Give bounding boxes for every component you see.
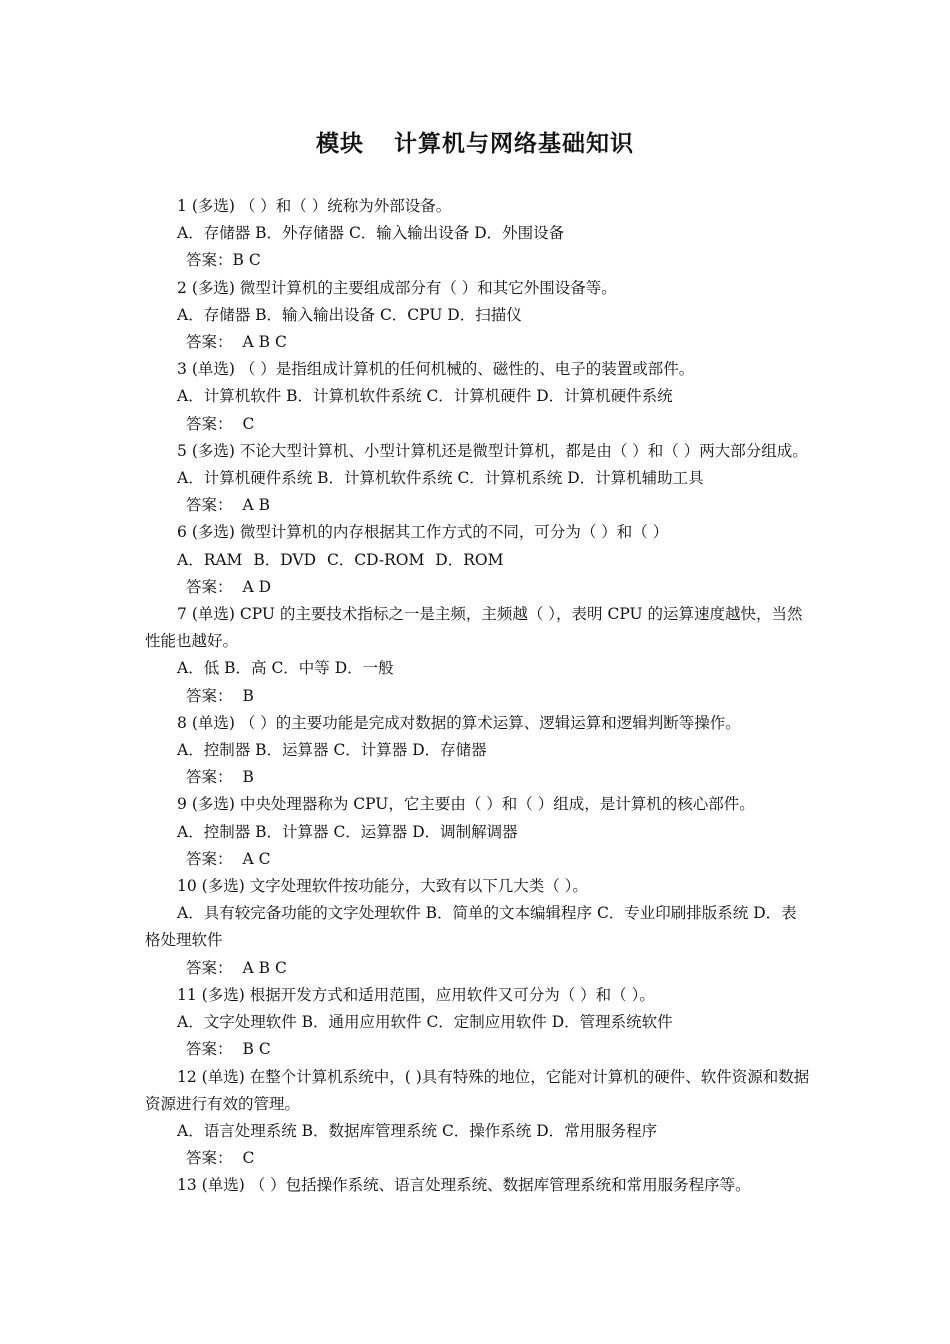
question-answer: 答案：B C — [186, 251, 261, 270]
question-answer: 答案： A D — [186, 577, 272, 596]
question-options: A．控制器 B．运算器 C．计算器 D．存储器 — [177, 741, 487, 760]
question-answer: 答案： A B C — [186, 333, 287, 352]
question-stem: 8 (单选) （ ）的主要功能是完成对数据的算术运算、逻辑运算和逻辑判断等操作。 — [177, 713, 741, 732]
question-stem: 7 (单选) CPU 的主要技术指标之一是主频，主频越（ ），表明 CPU 的运算速度越快，当然性能也越好。 — [145, 605, 803, 651]
question-options: A．控制器 B．计算器 C．运算器 D．调制解调器 — [177, 822, 518, 841]
question-options: A．具有较完备功能的文字处理软件 B．简单的文本编辑程序 C．专业印刷排版系统 D．表格处理软件 — [145, 904, 797, 950]
question-answer: 答案： B — [186, 686, 254, 705]
question-stem: 9 (多选) 中央处理器称为 CPU，它主要由（ ）和（ ）组成，是计算机的核心部件。 — [177, 795, 755, 814]
question-answer: 答案： B — [186, 768, 254, 787]
question-options: A．计算机硬件系统 B．计算机软件系统 C．计算机系统 D．计算机辅助工具 — [177, 469, 704, 488]
question-stem: 5 (多选) 不论大型计算机、小型计算机还是微型计算机，都是由（ ）和（ ）两大部分组成。 — [177, 441, 808, 460]
question-stem: 6 (多选) 微型计算机的内存根据其工作方式的不同，可分为（ ）和（ ） — [177, 523, 669, 542]
question-answer: 答案： A B C — [186, 958, 287, 977]
question-options: A．存储器 B．外存储器 C．输入输出设备 D．外围设备 — [177, 224, 565, 243]
question-answer: 答案： C — [186, 1149, 255, 1168]
question-options: A．RAM B．DVD C．CD-ROM D．ROM — [177, 550, 504, 569]
question-stem: 1 (多选) （ ）和（ ）统称为外部设备。 — [177, 197, 452, 215]
question-options: A．文字处理软件 B．通用应用软件 C．定制应用软件 D．管理系统软件 — [177, 1013, 673, 1032]
question-answer: 答案： C — [186, 414, 255, 433]
title-subject: 计算机与网络基础知识 — [394, 131, 634, 157]
question-stem: 11 (多选) 根据开发方式和适用范围，应用软件又可分为（ ）和（ ）。 — [177, 985, 655, 1004]
question-options: A．语言处理系统 B．数据库管理系统 C．操作系统 D．常用服务程序 — [177, 1121, 658, 1140]
question-stem: 12 (单选) 在整个计算机系统中，( )具有特殊的地位，它能对计算机的硬件、软件资源和数据资源进行有效的管理。 — [145, 1067, 810, 1113]
question-answer: 答案： B C — [186, 1040, 271, 1059]
question-stem: 3 (单选) （ ）是指组成计算机的任何机械的、磁性的、电子的装置或部件。 — [177, 360, 695, 379]
question-stem: 13 (单选) （ ）包括操作系统、语言处理系统、数据库管理系统和常用服务程序等。 — [177, 1176, 751, 1195]
page-title — [0, 128, 950, 160]
title-module: 模块 — [316, 131, 364, 157]
question-options: A．低 B．高 C．中等 D．一般 — [177, 659, 394, 678]
question-list — [145, 193, 810, 1200]
question-stem: 2 (多选) 微型计算机的主要组成部分有（ ）和其它外围设备等。 — [177, 278, 617, 297]
question-answer: 答案： A C — [186, 849, 271, 868]
question-answer: 答案： A B — [186, 496, 271, 515]
question-options: A．存储器 B．输入输出设备 C．CPU D．扫描仪 — [177, 305, 522, 324]
question-options: A．计算机软件 B．计算机软件系统 C．计算机硬件 D．计算机硬件系统 — [177, 387, 673, 406]
question-stem: 10 (多选) 文字处理软件按功能分，大致有以下几大类（ ）。 — [177, 877, 588, 896]
